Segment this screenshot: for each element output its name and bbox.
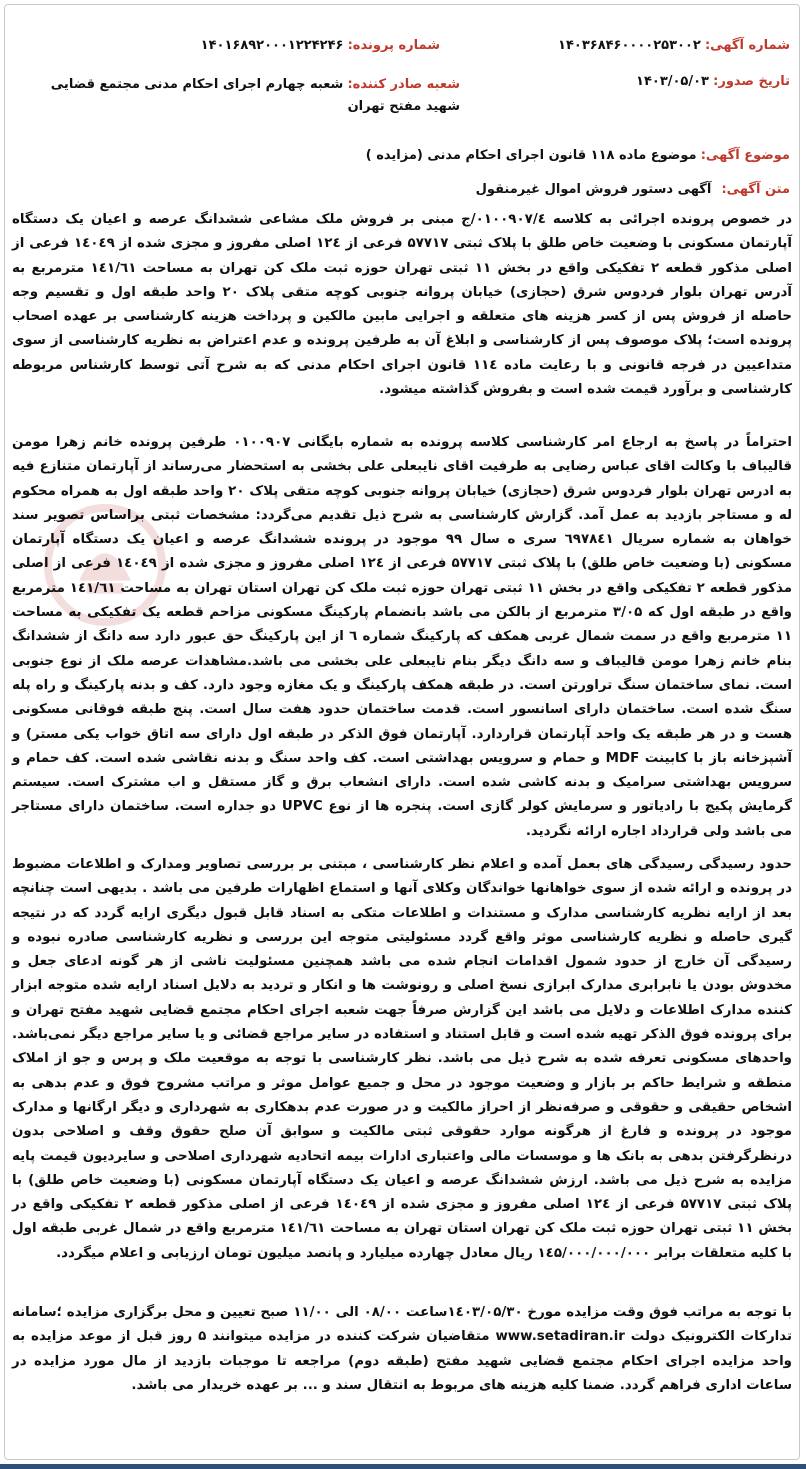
notice-title: آگهی دستور فروش اموال غیرمنقول [475, 182, 712, 197]
case-number-label: شماره پرونده: [347, 38, 440, 53]
bottom-bar [0, 1464, 806, 1469]
paragraph-text: احتراماً در پاسخ به ارجاع امر کارشناسی کلاسه پرونده به شماره بایگانی ۰۱۰۰۹۰۷ طرفین پرونده خانم زهرا مومن قالیباف با وکالت اقای عباس رضایی به طرفیت اقای نایبعلی علی بخشی به استحضار می‌رساند از آپارتمان متنازع فیه به ادرس تهران بلوار فردوس شرق (حجازی) خیابان پروانه جنوبی کوچه متقی پلاک ۲۰ واحد طبقه اول به همراه محکوم له و مستاجر بازدید به عمل آمد. گزارش کارشناسی به شرح ذیل تقدیم می‌گردد: مشخصات ثبتی براساس تصویر سند خواهان به شماره سریال ٦۹۷۸٤۱ سری ه سال ۹۹ موجود در پرونده ششدانگ عرصه و اعیان یک دستگاه آپارتمان مسکونی (با وضعیت خاص طلق) با پلاک ثبتی ۵۷۷۱۷ فرعی از ۱۲٤ اصلی مفروز و مجزی شده از ۱٤۰٤۹ فرعی از اصلی مذکور قطعه ۲ تفکیکی واقع در بخش ۱۱ ثبتی تهران حوزه ثبت ملک کن تهران استان تهران به مساحت ۱٤۱/٦۱ مترمربع واقع در طبقه اول که ۳/۰۵ مترمربع از بالکن می باشد بانضمام پارکینگ مسکونی مزاحم قطعه یک تفکیکی به مساحت ۱۱ مترمربع واقع در سمت شمال غربی همکف که پارکینگ شماره ٦ از این پارکینگ حق عبور دارد سه دانگ از ششدانگ بنام خانم زهرا مومن قالیباف و سه دانگ دیگر بنام نایبعلی علی بخشی می باشد.مشاهدات عرصه ملک از نوع جنوبی است. نمای ساختمان سنگ تراورتن است. در طبقه همکف پارکینگ و یک مغازه وجود دارد. کف و بدنه پارکینگ و راه پله سنگ شده است. ساختمان دارای اسانسور است. قدمت ساختمان حدود هفت سال است. پنج طبقه فوقانی مسکونی هست و در هر طبقه یک واحد آپارتمان قراردارد. آپارتمان فوق الذکر در طبقه اول دارای سه اتاق خواب یکی مستر) و آشپزخانه باز با کابینت MDF و حمام و سرویس بهداشتی است. کف واحد سنگ و بدنه نقاشی شده است. کف حمام و سرویس بهداشتی سرامیک و بدنه کاشی شده است. دارای انشعاب برق و گاز مستقل و اب مشترک است. سیستم گرمایش پکیج با رادیاتور و سرمایش کولر گازی است. پنجره ها از نوع UPVC دو جداره است. ساختمان دارای مستاجر می باشد ولی قرارداد اجاره ارائه نگردید. [12, 435, 793, 839]
paragraph-text: حدود رسیدگی رسیدگی های بعمل آمده و اعلام نظر کارشناسی ، مبتنی بر بررسی تصاویر ومدارک و اطلاعات مضبوط در پرونده و ارائه شده از سوی خواهانها خواندگان وکلای آنها و استماع اظهارات طرفین می باشد . بدیهی است چنانچه بعد از ارایه نظریه کارشناسی مدارک و مستندات و اطلاعات متکی به اسناد قابل قبول دیگری ارایه گردد که در نتیجه گیری حاصله و نظریه کارشناسی موثر واقع گردد مسئولیتی متوجه این بررسی و نظریه کارشناسی صادره نبوده و رسیدگی آن خارج از حدود شمول اقدامات انجام شده می باشد همچنین مسئولیت ناشی از هر گونه ادعای جعل و مخدوش بودن یا نابرابری مدارک ابرازی نسخ اصلی و رونوشت ها و انکار و تردید به دلایل اسناد ارایه شده متوجه ابزار کننده مدارک اطلاعات و دلایل می باشد این گزارش صرفاً جهت شعبه اجرای احکام مجتمع قضایی شهید مفتح تهران و برای پرونده فوق الذکر تهیه شده است و قابل استناد و استفاده در سایر مراجع قضائی و یا سایر مراجع دیگر نمی‌باشد. واحدهای مسکونی تعرفه شده به شرح ذیل می باشد. نظر کارشناسی با توجه به موقعیت ملک و پرس و جو از املاک منطقه و شرایط حاکم بر بازار و وضعیت موجود در محل و جمیع عوامل موثر و مراتب مشروح فوق و عدم بدهی به اشخاص حقیقی و حقوقی و صرفه‌نظر از احراز مالکیت و در صورت عدم بدهکاری به شهرداری و دیگر ارگانها و مدارک موجود در پرونده و فارغ از هرگونه موارد حقوقی ثبتی مالکیت و سوابق آن صلح حقوق وقف و اصلاحی بدون درنظرگرفتن بدهی به بانک ها و موسسات مالی واعتباری ادارات بیمه اتحادیه شهرداری اصلاحی و سایردیون قیمت پایه مزایده به شرح ذیل می باشد. ارزش ششدانگ عرصه و اعیان یک دستگاه آپارتمان مسکونی (با وضعیت خاص طلق) با پلاک ثبتی ۵۷۷۱۷ فرعی از ۱۲٤ اصلی مفروز و مجزی شده از ۱٤۰٤۹ فرعی از اصلی مذکور قطعه ۲ تفکیکی واقع در بخش ۱۱ ثبتی تهران حوزه ثبت ملک کن تهران استان تهران به مساحت ۱٤۱/٦۱ مترمربع واقع در شمال غربی طبقه اول با کلیه متعلقات برابر ۱٤۵/۰۰۰/۰۰۰/۰۰۰ ریال معادل چهارده میلیارد و پانصد میلیون تومان ارزیابی و اعلام میگردد. [12, 857, 792, 1261]
notice-text-heading [476, 182, 790, 197]
ad-number-label: شماره آگهی: [704, 38, 790, 53]
issuer-value: شعبه چهارم اجرای احکام مدنی مجتمع قضایی شهید مفتح تهران [50, 77, 460, 114]
notice-paragraph-3 [12, 853, 792, 1266]
ad-number-value: ۱۴۰۳۶۸۴۶۰۰۰۰۲۵۳۰۰۲ [558, 38, 701, 53]
subject [366, 148, 790, 163]
notice-paragraph-1 [12, 208, 792, 402]
text-label: متن آگهی: [721, 182, 790, 197]
notice-paragraph-2 [12, 431, 792, 844]
notice-paragraph-4 [12, 1301, 792, 1398]
issuer-label: شعبه صادر کننده: [347, 77, 460, 92]
subject-value: موضوع ماده ۱۱۸ قانون اجرای احکام مدنی (مزایده ) [365, 148, 697, 163]
issue-date-label: تاریخ صدور: [713, 74, 790, 89]
paragraph-text: در خصوص پرونده اجرائی به کلاسه ۰۱۰۰۹۰۷/٤/ج مبنی بر فروش ملک مشاعی ششدانگ عرصه و اعیان یک دستگاه آپارتمان مسکونی با وضعیت خاص طلق با پلاک ثبتی ۵۷۷۱۷ فرعی از ۱۲٤ اصلی مفروز و مجزی شده از ۱٤۰٤۹ فرعی از اصلی مذکور قطعه ۲ تفکیکی واقع در بخش ۱۱ ثبتی تهران حوزه ثبت ملک کن تهران به مساحت ۱٤۱/٦۱ مترمربع به آدرس تهران بلوار فردوس شرق (حجازی) خیابان پروانه جنوبی کوچه متقی پلاک ۲۰ واحد طبقه اول و تقسیم وجه حاصله از فروش پس از کسر هزینه های متعلقه و اجرایی مابین مالکین و پرداخت هزینه کارشناسی بر عهده اصحاب پرونده است؛ پلاک موصوف پس از کارشناسی و ابلاغ آن به طرفین پرونده و عدم اعتراض به نظریه کارشناسی از سوی متداعیین در فرجه قانونی و با رعایت ماده ۱۱٤ قانون اجرای احکام مدنی که به شرح آتی توسط کارشناس مربوطه کارشناسی و برآورد قیمت شده است و بفروش گذاشته میشود. [12, 212, 793, 398]
issue-date [636, 74, 790, 89]
ad-number [558, 38, 790, 53]
issuer [20, 74, 460, 118]
subject-label: موضوع آگهی: [700, 148, 790, 163]
issue-date-value: ۱۴۰۳/۰۵/۰۳ [636, 74, 709, 89]
case-number-value: ۱۴۰۱۶۸۹۲۰۰۰۱۲۲۴۲۴۶ [200, 38, 344, 53]
case-number [201, 38, 440, 53]
paragraph-text: با توجه به مراتب فوق وقت مزایده مورخ ۱٤۰۳/۰۵/۳۰ساعت ۰۸/۰۰ الی ۱۱/۰۰ صبح تعیین و محل برگزاری مزایده ؛سامانه تدارکات الکترونیک دولت www.setadiran.ir متقاضیان شرکت کننده در مزایده میتوانند ۵ روز قبل از موعد مزایده به واحد مزایده اجرای احکام مجتمع قضایی شهید مفتح (طبقه دوم) مراجعه تا موجبات بازدید از مال مورد مزایده در ساعات اداری فراهم گردد. ضمنا کلیه هزینه های مربوط به انتقال سند و ... بر عهده خریدار می باشد. [12, 1305, 793, 1393]
